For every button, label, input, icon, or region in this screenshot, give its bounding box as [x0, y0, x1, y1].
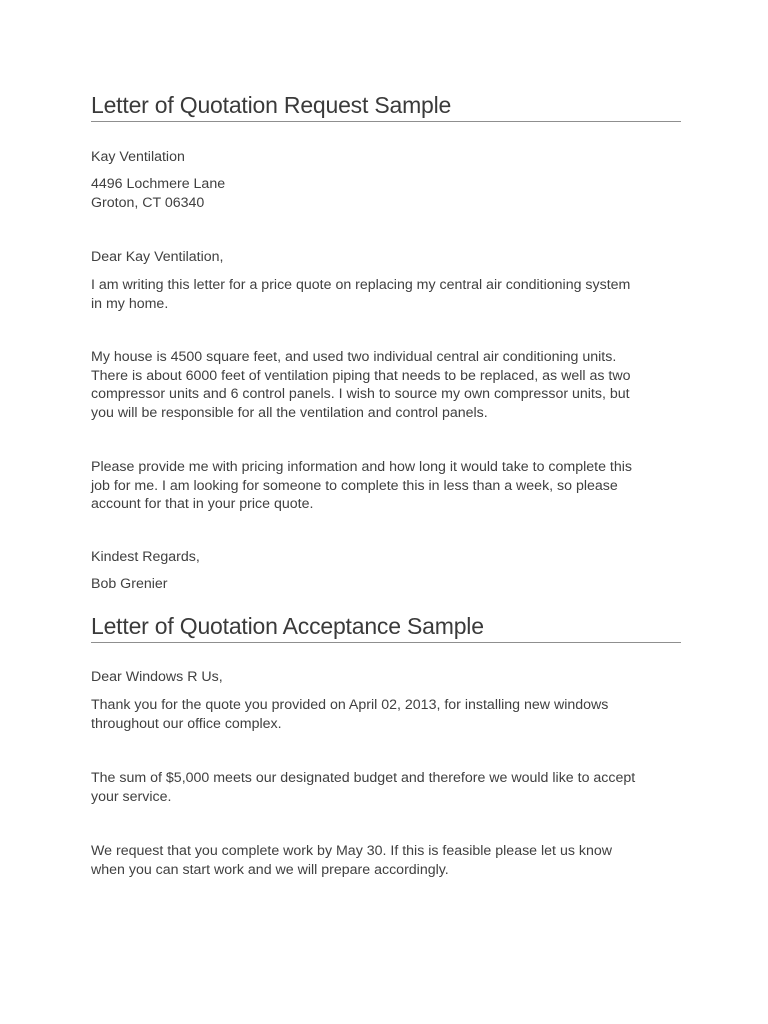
paragraph-line: account for that in your price quote. — [91, 496, 314, 512]
paragraph-line: throughout our office complex. — [91, 715, 282, 732]
paragraph-line: you will be responsible for all the ventilation and control panels. — [91, 404, 488, 421]
request-paragraph-1 — [91, 276, 681, 313]
paragraph-line: job for me. I am looking for someone to complete this in less than a week, so please — [91, 477, 618, 494]
recipient-address — [91, 175, 681, 212]
paragraph-line: compressor units and 6 control panels. I wish to source my own compressor units, but — [91, 386, 630, 402]
acceptance-paragraph-3 — [91, 842, 681, 879]
address-line-2: Groton, CT 06340 — [91, 194, 205, 211]
paragraph-line: My house is 4500 square feet, and used two individual central air conditioning units. — [91, 349, 617, 365]
acceptance-letter-title: Letter of Quotation Acceptance Sample — [91, 613, 681, 643]
recipient-name: Kay Ventilation — [91, 149, 185, 165]
paragraph-line: when you can start work and we will prepare accordingly. — [91, 861, 449, 878]
request-signature: Bob Grenier — [91, 576, 168, 592]
acceptance-paragraph-2 — [91, 769, 681, 806]
paragraph-line: There is about 6000 feet of ventilation piping that needs to be replaced, as well as two — [91, 367, 631, 384]
acceptance-salutation: Dear Windows R Us, — [91, 669, 223, 685]
paragraph-line: We request that you complete work by May 30. If this is feasible please let us know — [91, 843, 612, 859]
address-line-1: 4496 Lochmere Lane — [91, 176, 226, 192]
document-page — [91, 0, 681, 1024]
request-closing: Kindest Regards, — [91, 549, 200, 565]
request-paragraph-3 — [91, 458, 681, 514]
paragraph-line: Thank you for the quote you provided on April 02, 2013, for installing new windows — [91, 697, 609, 713]
paragraph-line: your service. — [91, 788, 172, 805]
paragraph-line: The sum of $5,000 meets our designated budget and therefore we would like to accept — [91, 770, 636, 786]
request-paragraph-2 — [91, 348, 681, 422]
paragraph-line: in my home. — [91, 295, 169, 312]
paragraph-line: I am writing this letter for a price quote on replacing my central air conditioning system — [91, 277, 631, 293]
request-salutation: Dear Kay Ventilation, — [91, 249, 224, 265]
paragraph-line: Please provide me with pricing information and how long it would take to complete this — [91, 459, 632, 475]
acceptance-paragraph-1 — [91, 696, 681, 733]
request-letter-title: Letter of Quotation Request Sample — [91, 92, 681, 122]
